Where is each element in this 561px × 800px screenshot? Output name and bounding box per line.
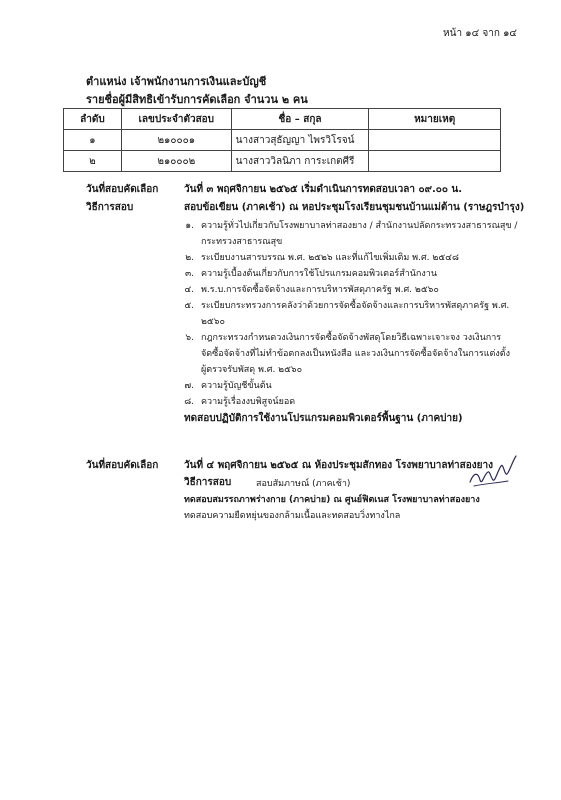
table-row [64,130,501,151]
cell-name: นางสาววิลนิภา การะเกตศีรี [231,151,369,172]
section1-method-label: วิธีการสอบ [86,202,134,213]
header-order: ลำดับ [64,109,122,130]
item-number: ๘. [184,397,194,407]
section1-written-line: สอบข้อเขียน (ภาคเช้า) ณ หอประชุมโรงเรียนชุมชนบ้านแม่ต้าน (ราษฎรบำรุง) [184,202,525,213]
item-text: ผู้ตรวจรับพัสดุ พ.ศ. ๒๕๖๐ [201,365,303,375]
item-text: ระเบียบกระทรวงการคลังว่าด้วยการจัดซื้อจัดจ้างและการบริหารพัสดุภาครัฐ พ.ศ. [201,301,510,311]
page-number: หน้า ๑๔ จาก ๑๔ [443,28,517,39]
item-number: ๑. [185,221,194,231]
item-number: ๖. [185,333,194,343]
section2-method-value: สอบสัมภาษณ์ (ภาคเช้า) [256,479,351,489]
cell-remark [369,130,501,151]
item-number: ๗. [184,381,194,391]
section2-date-line: วันที่ ๔ พฤศจิกายน ๒๕๖๕ ณ ห้องประชุมสักทอง โรงพยาบาลท่าสองยาง [184,460,493,471]
item-text: ระเบียบงานสารบรรณ พ.ศ. ๒๕๒๖ และที่แก้ไขเพิ่มเติม พ.ศ. ๒๕๔๘ [201,253,459,263]
item-text: ความรู้ทั่วไปเกี่ยวกับโรงพยาบาลท่าสองยาง / สำนักงานปลัดกระทรวงสาธารณสุข / [201,221,518,231]
cell-exam-id: ๒๑๐๐๐๒ [121,151,231,172]
cell-name: นางสาวสุธัญญา ไพรวิโรจน์ [231,130,369,151]
item-text: จัดซื้อจัดจ้างที่ไม่ทำข้อตกลงเป็นหนังสือ และวงเงินการจัดซื้อจัดจ้างในการแต่งตั้ง [201,349,510,359]
item-text: ความรู้เบื้องต้นเกี่ยวกับการใช้โปรแกรมคอมพิวเตอร์สำนักงาน [201,269,437,279]
section2-flex-line: ทดสอบความยืดหยุ่นของกล้ามเนื้อและทดสอบวิ่งทางไกล [184,511,401,521]
item-text: กฎกระทรวงกำหนดวงเงินการจัดซื้อจัดจ้างพัสดุโดยวิธีเฉพาะเจาะจง วงเงินการ [201,333,502,343]
section2-fitness-line: ทดสอบสมรรถภาพร่างกาย (ภาคบ่าย) ณ ศูนย์ฟิตเนส โรงพยาบาลท่าสองยาง [184,495,480,505]
item-text: พ.ร.บ.การจัดซื้อจัดจ้างและการบริหารพัสดุภาครัฐ พ.ศ. ๒๕๖๐ [201,285,439,295]
cell-order: ๒ [64,151,122,172]
cell-remark [369,151,501,172]
section1-date-line: วันที่ ๓ พฤศจิกายน ๒๕๖๕ เริ่มดำเนินการทดสอบเวลา ๐๙.๐๐ น. [184,184,463,195]
header-name: ชื่อ – สกุล [231,109,369,130]
cell-order: ๑ [64,130,122,151]
item-text: ความรู้เรื่องงบพิสูจน์ยอด [201,397,296,407]
handwritten-signature [468,452,522,492]
list-title: รายชื่อผู้มีสิทธิเข้ารับการคัดเลือก จำนวน ๒ คน [86,93,308,106]
position-line: ตำแหน่ง เจ้าพนักงานการเงินและบัญชี [86,75,267,88]
section2-date-label: วันที่สอบคัดเลือก [86,460,159,471]
candidates-table [63,108,501,172]
item-number: ๕. [184,301,194,311]
item-number: ๔. [184,285,194,295]
section1-practical-line: ทดสอบปฏิบัติการใช้งานโปรแกรมคอมพิวเตอร์พื้นฐาน (ภาคบ่าย) [184,413,463,424]
section1-date-label: วันที่สอบคัดเลือก [86,184,159,195]
header-remark: หมายเหตุ [369,109,501,130]
table-row [64,151,501,172]
item-number: ๒. [185,253,194,263]
item-number: ๓. [184,269,194,279]
section2-method-label: วิธีการสอบ [184,477,232,488]
header-exam-id: เลขประจำตัวสอบ [121,109,231,130]
item-text: ๒๕๖๐ [201,317,225,327]
item-text: กระทรวงสาธารณสุข [201,237,283,247]
cell-exam-id: ๒๑๐๐๐๑ [121,130,231,151]
item-text: ความรู้บัญชีขั้นต้น [201,381,272,391]
table-header-row [64,109,501,130]
